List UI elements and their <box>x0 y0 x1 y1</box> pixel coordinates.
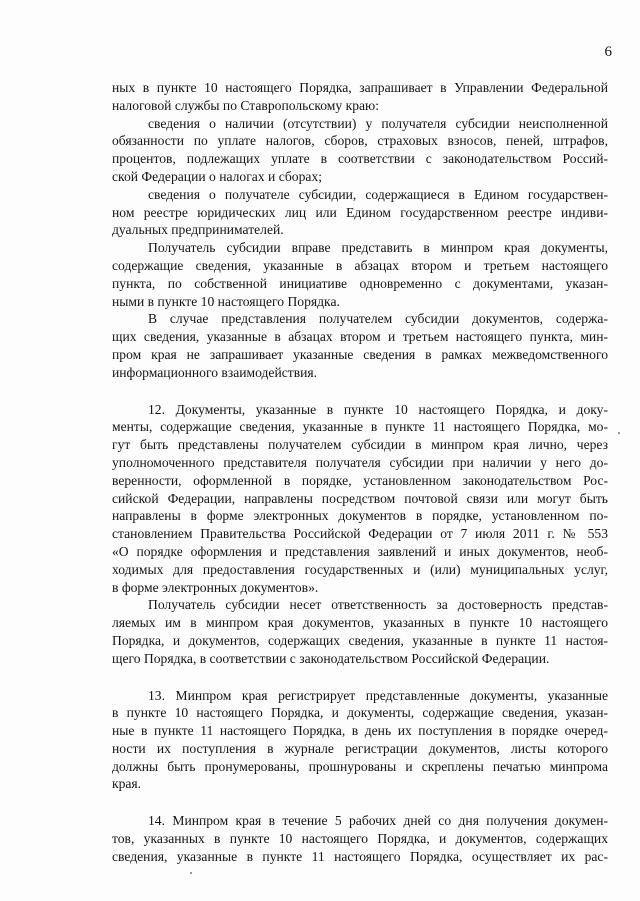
text-line: содержащие сведения, указанные в абзацах втором и третьем настоящего <box>112 257 608 273</box>
page-number: 6 <box>604 44 612 60</box>
text-line: должны быть пронумерованы, прошнурованы и скреплены печатью минпрома <box>112 758 608 774</box>
text-line: ляемых им в минпром края документов, указанных в пункте 10 настоящего <box>112 615 608 631</box>
paragraph <box>112 310 608 381</box>
text-line: края. <box>112 776 142 792</box>
paragraph-gap <box>112 793 608 812</box>
text-line: В случае представления получателем субсидии документов, содержа- <box>148 311 608 327</box>
text-line: процентов, подлежащих уплате в соответствии с законодательством Россий- <box>112 151 608 167</box>
text-line: менты, содержащие сведения, указанные в пункте 11 настоящего Порядка, мо- <box>112 419 608 435</box>
text-line: обязанности по уплате налогов, сборов, страховых взносов, пеней, штрафов, <box>112 133 608 149</box>
document-body <box>112 79 608 866</box>
text-line: Получатель субсидии несет ответственность за достоверность представ- <box>148 597 608 613</box>
paragraph <box>112 239 608 310</box>
paragraph-gap <box>112 668 608 687</box>
text-line: ходимых для предоставления государственных и (или) муниципальных услуг, <box>112 561 608 577</box>
text-line: пункта, по собственной инициативе одновременно с документами, указан- <box>112 275 608 291</box>
text-line: пром края не запрашивает указанные сведения в рамках межведомственного <box>112 346 608 362</box>
text-line: щих сведения, указанные в абзацах втором и третьем настоящего пункта, мин- <box>112 329 608 345</box>
text-line: Порядка, и документов, содержащих сведения, указанные в пункте 11 настоя- <box>112 632 608 648</box>
text-line: «О порядке оформления и представления заявлений и иных документов, необ- <box>112 543 608 559</box>
text-line: ных в пункте 10 настоящего Порядка, запрашивает в Управлении Федеральной <box>112 80 608 95</box>
paragraph <box>112 812 608 865</box>
text-line: гут быть представлены получателем субсидии в минпром края лично, через <box>112 437 608 453</box>
scan-speck <box>618 432 620 434</box>
text-line: ные в пункте 11 настоящего Порядка, в день их поступления в порядке очеред- <box>112 723 608 739</box>
text-line: 14. Минпром края в течение 5 рабочих дней со дня получения докумен- <box>148 813 608 829</box>
text-line: направлены в форме электронных документов в порядке, установленном по- <box>112 508 608 524</box>
text-line: ными в пункте 10 настоящего Порядка. <box>112 293 340 309</box>
text-line: налоговой службы по Ставропольскому краю: <box>112 97 379 113</box>
paragraph-gap <box>112 382 608 401</box>
text-line: ской Федерации о налогах и сборах; <box>112 168 323 184</box>
text-line: в пункте 10 настоящего Порядка, и документы, содержащие сведения, указан- <box>112 705 608 721</box>
text-line: Получатель субсидии вправе представить в минпром края документы, <box>148 240 608 256</box>
text-line: ности их поступления в журнале регистрации документов, листы которого <box>112 740 608 756</box>
text-line: веренности, оформленной в порядке, установленном законодательством Рос- <box>112 472 608 488</box>
paragraph <box>112 401 608 597</box>
text-line: сведения о наличии (отсутствии) у получателя субсидии неисполненной <box>148 115 608 131</box>
paragraph <box>112 186 608 239</box>
text-line: щего Порядка, в соответствии с законодательством Российской Федерации. <box>112 650 550 666</box>
paragraph <box>112 79 608 115</box>
paragraph <box>112 596 608 667</box>
text-line: сийской Федерации, направлены посредством почтовой связи или могут быть <box>112 490 608 506</box>
text-line: 13. Минпром края регистрирует представленные документы, указанные <box>148 687 608 703</box>
paragraph <box>112 687 608 794</box>
paragraph <box>112 115 608 186</box>
text-line: в форме электронных документов». <box>112 579 319 595</box>
text-line: тов, указанных в пункте 10 настоящего Порядка, и документов, содержащих <box>112 831 608 847</box>
text-line: информационного взаимодействия. <box>112 364 318 380</box>
text-line: сведения, указанные в пункте 11 настоящего Порядка, осуществляет их рас- <box>112 848 608 864</box>
text-line: уполномоченного представителя получателя субсидии при наличии у него до- <box>112 454 608 470</box>
scan-speck <box>190 872 192 874</box>
text-line: дуальных предпринимателей. <box>112 222 284 238</box>
text-line: 12. Документы, указанные в пункте 10 настоящего Порядка, и доку- <box>148 401 608 417</box>
text-line: ном реестре юридических лиц или Едином государственном реестре индиви- <box>112 204 608 220</box>
text-line: сведения о получателе субсидии, содержащиеся в Едином государствен- <box>148 186 608 202</box>
text-line: становлением Правительства Российской Федерации от 7 июля 2011 г. № 553 <box>112 526 608 542</box>
